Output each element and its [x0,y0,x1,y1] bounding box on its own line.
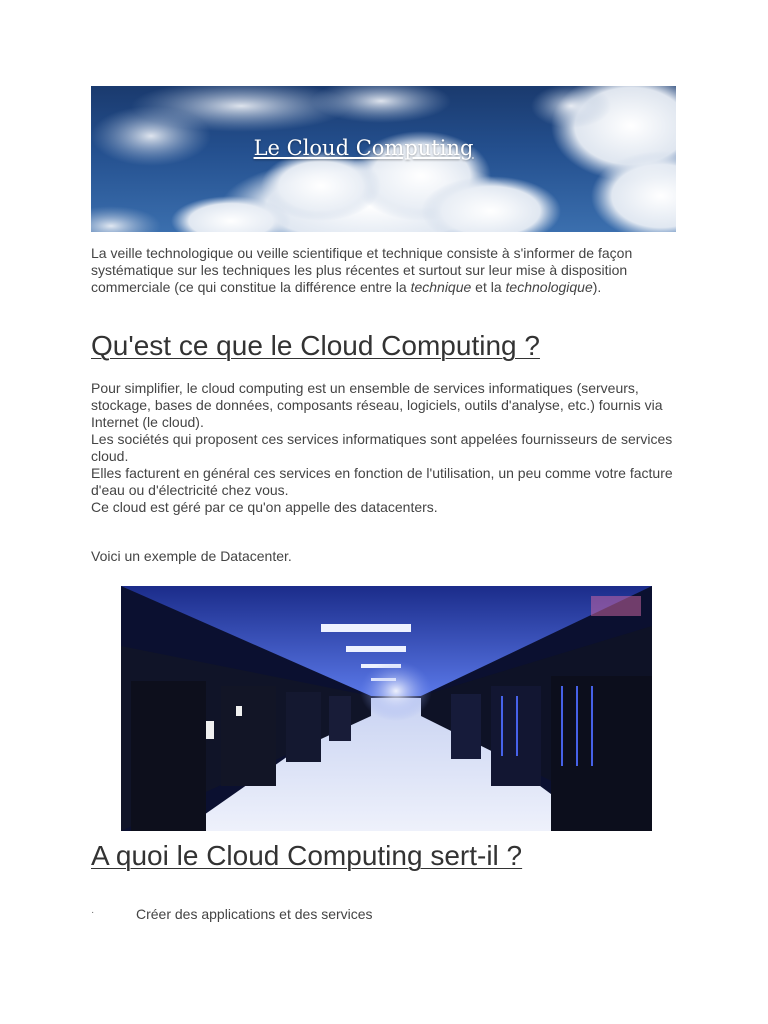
intro-text-3: ). [592,279,602,295]
list-item-text: Créer des applications et des services [136,906,373,922]
intro-paragraph [91,245,681,296]
paragraph-datacenters: Ce cloud est géré par ce qu'on appelle des datacenters. [91,499,438,515]
intro-emphasis-technique: technique [410,279,472,295]
bullet-marker: · [91,907,95,918]
banner-title: Le Cloud Computing [253,136,474,160]
paragraph-providers: Les sociétés qui proposent ces services informatiques sont appelées fournisseurs de services cloud. [91,431,673,464]
intro-text-1: La veille technologique ou veille scientifique et technique consiste à s'informer de façon systématique sur les techniques les plus récentes et surtout sur leur mise à disposition commerciale (ce qui constitue la différence entre la [91,245,633,295]
datacenter-image [121,586,652,831]
section-heading-what-is: Qu'est ce que le Cloud Computing ? [91,330,540,361]
intro-text-2: et la [471,279,506,295]
example-caption: Voici un exemple de Datacenter. [91,548,292,564]
datacenter-illustration [121,586,652,831]
paragraph-billing: Elles facturent en général ces services en fonction de l'utilisation, un peu comme votre facture d'eau ou d'électricité chez vous. [91,465,673,498]
section-heading-uses: A quoi le Cloud Computing sert-il ? [91,840,523,871]
banner-image [91,86,676,232]
paragraph-definition: Pour simplifier, le cloud computing est un ensemble de services informatiques (serveurs, stockage, bases de données, composants réseau, logiciels, outils d'analyse, etc.) fournis via Internet (le cloud). [91,380,663,430]
section-body [91,380,681,516]
intro-emphasis-technologique: technologique [505,279,593,295]
